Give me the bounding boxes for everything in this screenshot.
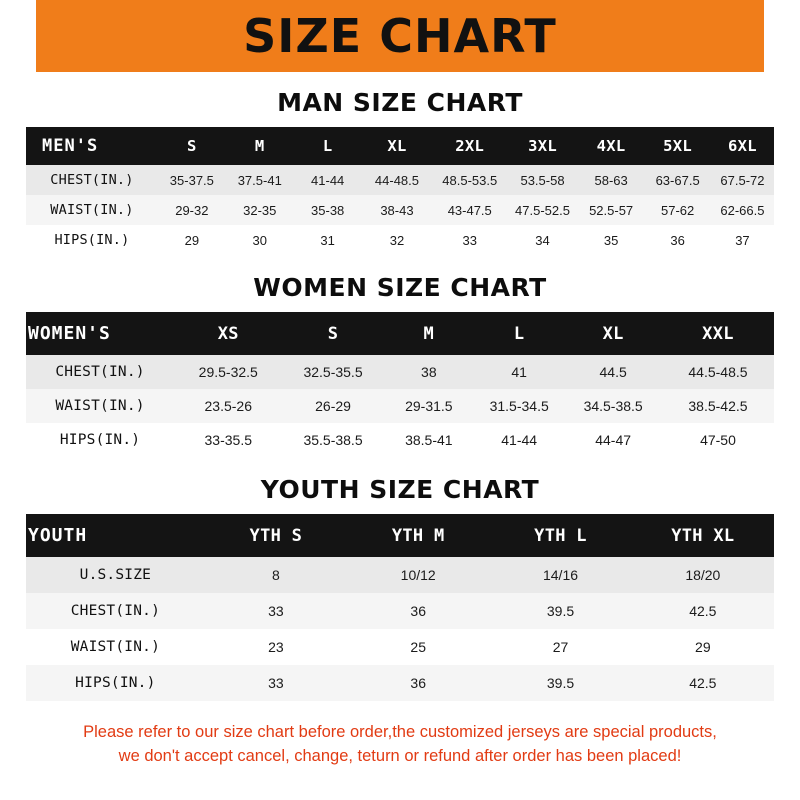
header-cell-size: 6XL bbox=[727, 137, 757, 155]
measurement-cell: 35 bbox=[603, 232, 619, 248]
measurement-cell: 36 bbox=[410, 603, 426, 619]
header-cell-size: YTH XL bbox=[671, 525, 735, 546]
measurement-cell: 43-47.5 bbox=[447, 202, 492, 218]
table-header-row bbox=[26, 127, 774, 165]
measurement-cell: 36 bbox=[410, 675, 426, 691]
header-cell-size: L bbox=[322, 137, 333, 155]
measurement-cell: 53.5-58 bbox=[520, 172, 565, 188]
header-cell-size: S bbox=[187, 137, 197, 155]
measurement-cell: 29.5-32.5 bbox=[198, 364, 258, 380]
header-cell-size: XL bbox=[602, 323, 624, 344]
measurement-cell: 32 bbox=[389, 232, 405, 248]
table-row bbox=[26, 389, 774, 423]
measurement-cell: 48.5-53.5 bbox=[442, 172, 498, 188]
row-label: WAIST(IN.) bbox=[70, 639, 161, 655]
measurement-cell: 34 bbox=[535, 232, 550, 248]
header-cell-size: XL bbox=[387, 137, 407, 155]
measurement-cell: 32.5-35.5 bbox=[303, 364, 363, 380]
measurement-cell: 33 bbox=[268, 603, 284, 619]
women-table-body bbox=[26, 312, 774, 457]
measurement-cell: 67.5-72 bbox=[720, 172, 765, 188]
measurement-cell: 38.5-42.5 bbox=[688, 398, 748, 414]
header-cell-size: L bbox=[513, 323, 525, 344]
measurement-cell: 35-38 bbox=[311, 202, 345, 218]
page-title: SIZE CHART bbox=[243, 9, 557, 63]
measurement-cell: 41-44 bbox=[311, 172, 345, 188]
header-banner bbox=[0, 0, 800, 72]
measurement-cell: 33-35.5 bbox=[204, 432, 252, 448]
table-row bbox=[26, 557, 774, 593]
women-size-table bbox=[26, 312, 774, 457]
measurement-cell: 42.5 bbox=[689, 603, 717, 619]
measurement-cell: 38 bbox=[421, 364, 437, 380]
youth-table-body bbox=[26, 514, 774, 701]
women-section-title: WOMEN SIZE CHART bbox=[253, 273, 547, 302]
measurement-cell: 8 bbox=[271, 567, 280, 583]
row-label: HIPS(IN.) bbox=[59, 432, 141, 448]
measurement-cell: 23 bbox=[268, 639, 284, 655]
measurement-cell: 62-66.5 bbox=[720, 202, 765, 218]
measurement-cell: 44-48.5 bbox=[374, 172, 419, 188]
measurement-cell: 39.5 bbox=[546, 603, 575, 619]
header-cell-size: 4XL bbox=[596, 137, 626, 155]
header-cell-label: WOMEN'S bbox=[28, 323, 111, 344]
row-label: HIPS(IN.) bbox=[75, 675, 156, 691]
measurement-cell: 47.5-52.5 bbox=[515, 202, 570, 218]
row-label: WAIST(IN.) bbox=[55, 398, 145, 414]
header-cell-size: XS bbox=[217, 323, 239, 344]
measurement-cell: 52.5-57 bbox=[589, 202, 634, 218]
measurement-cell: 44-47 bbox=[595, 432, 632, 448]
header-cell-size: XXL bbox=[702, 323, 734, 344]
measurement-cell: 23.5-26 bbox=[204, 398, 252, 414]
man-table-body bbox=[26, 127, 774, 255]
note-line-1: Please refer to our size chart before order,the customized jerseys are special products, bbox=[83, 723, 717, 741]
table-header-row bbox=[26, 312, 774, 355]
row-label: U.S.SIZE bbox=[79, 567, 152, 583]
measurement-cell: 27 bbox=[552, 639, 569, 655]
measurement-cell: 35.5-38.5 bbox=[303, 432, 363, 448]
table-row bbox=[26, 195, 774, 225]
measurement-cell: 29 bbox=[184, 232, 200, 248]
measurement-cell: 47-50 bbox=[700, 432, 736, 448]
header-cell-size: 3XL bbox=[528, 137, 557, 155]
chart-content bbox=[0, 72, 800, 800]
header-cell-size: YTH S bbox=[249, 525, 303, 546]
youth-size-table bbox=[26, 514, 774, 701]
header-cell-size: S bbox=[327, 323, 339, 344]
measurement-cell: 37.5-41 bbox=[237, 172, 282, 188]
man-section-title: MAN SIZE CHART bbox=[277, 88, 523, 117]
measurement-cell: 33 bbox=[268, 675, 284, 691]
order-policy-note bbox=[26, 715, 774, 779]
measurement-cell: 29-31.5 bbox=[405, 398, 453, 414]
measurement-cell: 30 bbox=[252, 232, 267, 248]
measurement-cell: 29-32 bbox=[175, 202, 209, 218]
measurement-cell: 34.5-38.5 bbox=[583, 398, 643, 414]
table-row bbox=[26, 423, 774, 457]
header-cell-label: YOUTH bbox=[28, 525, 88, 546]
measurement-cell: 41 bbox=[511, 364, 527, 380]
measurement-cell: 18/20 bbox=[685, 567, 721, 583]
measurement-cell: 31 bbox=[320, 232, 335, 248]
header-cell-size: 2XL bbox=[455, 137, 485, 155]
measurement-cell: 38-43 bbox=[380, 202, 414, 218]
table-row bbox=[26, 355, 774, 389]
measurement-cell: 33 bbox=[462, 232, 477, 248]
youth-section-title: YOUTH SIZE CHART bbox=[260, 475, 540, 504]
note-line-2: we don't accept cancel, change, teturn or refund after order has been placed! bbox=[118, 746, 682, 765]
table-row bbox=[26, 665, 774, 701]
table-row bbox=[26, 165, 774, 195]
row-label: CHEST(IN.) bbox=[70, 603, 161, 619]
measurement-cell: 44.5-48.5 bbox=[688, 364, 748, 380]
measurement-cell: 26-29 bbox=[315, 398, 351, 414]
measurement-cell: 29 bbox=[695, 639, 711, 655]
row-label: HIPS(IN.) bbox=[54, 232, 130, 248]
table-row bbox=[26, 225, 774, 255]
measurement-cell: 25 bbox=[410, 639, 426, 655]
header-cell-size: YTH L bbox=[534, 525, 587, 546]
measurement-cell: 44.5 bbox=[599, 364, 627, 380]
measurement-cell: 57-62 bbox=[661, 202, 695, 218]
table-header-row bbox=[26, 514, 774, 557]
measurement-cell: 10/12 bbox=[400, 567, 436, 583]
row-label: CHEST(IN.) bbox=[50, 172, 134, 188]
header-cell-size: M bbox=[254, 137, 265, 155]
measurement-cell: 41-44 bbox=[501, 432, 538, 448]
measurement-cell: 58-63 bbox=[594, 172, 628, 188]
row-label: WAIST(IN.) bbox=[50, 202, 134, 218]
table-row bbox=[26, 629, 774, 665]
header-cell-label: MEN'S bbox=[42, 136, 99, 156]
man-size-table bbox=[26, 127, 774, 255]
measurement-cell: 31.5-34.5 bbox=[489, 398, 549, 414]
measurement-cell: 38.5-41 bbox=[405, 432, 453, 448]
measurement-cell: 37 bbox=[735, 232, 750, 248]
measurement-cell: 63-67.5 bbox=[655, 172, 700, 188]
measurement-cell: 35-37.5 bbox=[169, 172, 214, 188]
header-cell-size: YTH M bbox=[391, 525, 445, 546]
measurement-cell: 39.5 bbox=[546, 675, 575, 691]
measurement-cell: 36 bbox=[670, 232, 685, 248]
measurement-cell: 42.5 bbox=[689, 675, 717, 691]
row-label: CHEST(IN.) bbox=[55, 364, 145, 380]
table-row bbox=[26, 593, 774, 629]
measurement-cell: 32-35 bbox=[243, 202, 277, 218]
measurement-cell: 14/16 bbox=[542, 567, 579, 583]
header-cell-size: M bbox=[423, 323, 435, 344]
header-cell-size: 5XL bbox=[663, 137, 693, 155]
